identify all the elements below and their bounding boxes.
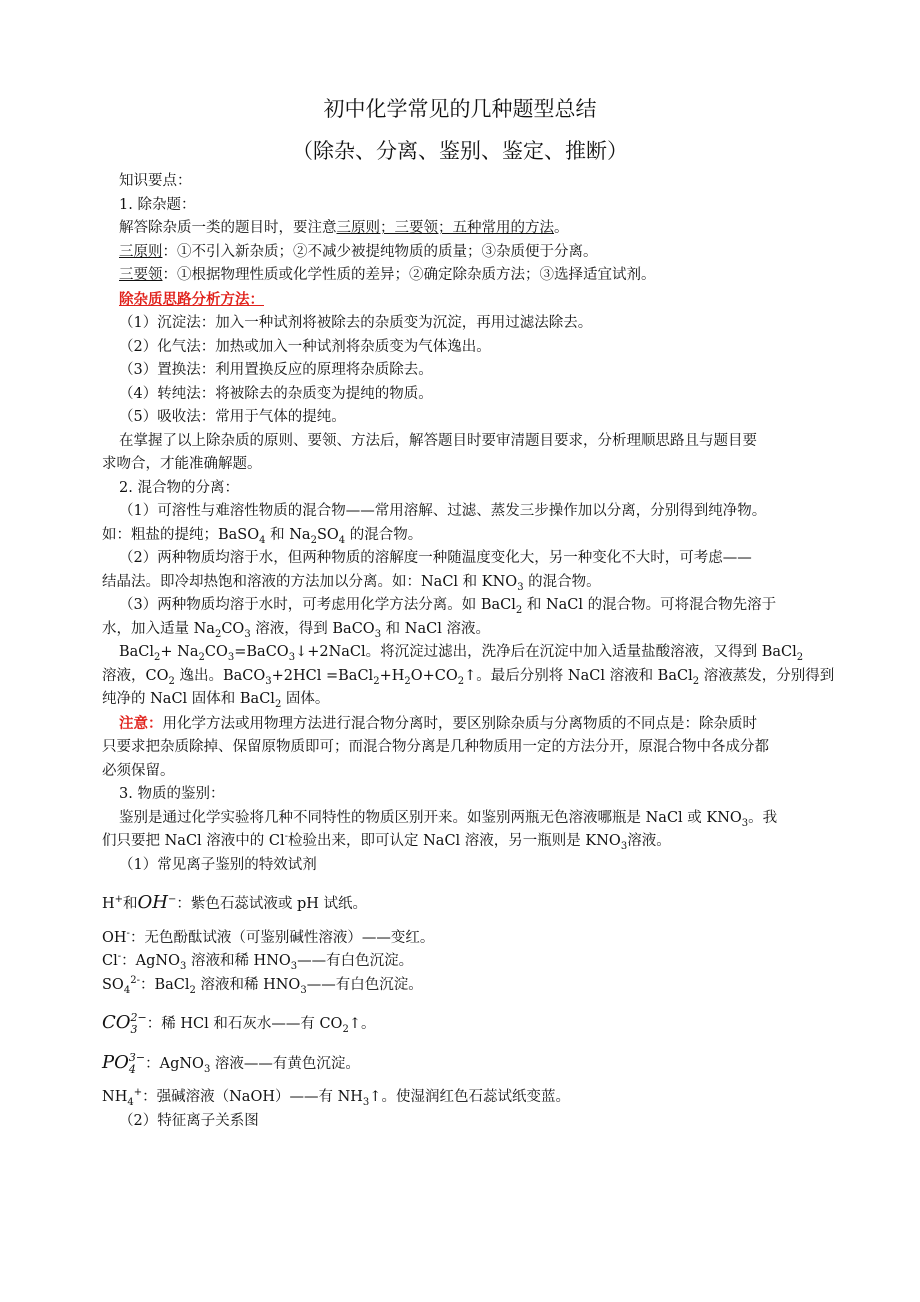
removal-intro: 解答除杂质一类的题目时，要注意三原则；三要领；五种常用的方法。 bbox=[119, 220, 569, 236]
separation-1-line2: 如：粗盐的提纯；BaSO$_4$ 和 $Na_2SO_4$ 的混合物。 bbox=[102, 526, 423, 546]
section-3-heading: 3. 物质的鉴别： bbox=[119, 786, 225, 802]
note-line1: 注意：用化学方法或用物理方法进行混合物分离时，要区别除杂质与分离物质的不同点是：除杂质时 bbox=[119, 714, 757, 732]
separation-3-line2: 水，加入适量 $Na_2CO_3$ 溶液，得到 BaCO$_3$ 和 NaCl 溶液。 bbox=[102, 620, 490, 640]
reagent-heading: （1）常见离子鉴别的特效试剂 bbox=[119, 856, 317, 873]
equation-line2: 溶液，$CO_2$ 逸出。BaCO$_3$+2HCl $=BaCl_2+H_2O+CO_2↑$。最后分别将 NaCl 溶液和 BaCl$_2$ 溶液蒸发，分别得到 bbox=[102, 667, 835, 687]
ion-oh: OH-：无色酚酞试液（可鉴别碱性溶液）——变红。 bbox=[102, 927, 435, 946]
method-4: （4）转纯法：将被除去的杂质变为提纯的物质。 bbox=[119, 385, 433, 402]
separation-2-line1: （2）两种物质均溶于水，但两种物质的溶解度一种随温度变化大，另一种变化不大时，可考虑—— bbox=[119, 550, 752, 566]
identification-line1: 鉴别是通过化学实验将几种不同特性的物质区别开来。如鉴别两瓶无色溶液哪瓶是 NaCl 或 $KNO_3$。我 bbox=[119, 809, 778, 829]
relation-diagram-heading: （2）特征离子关系图 bbox=[119, 1112, 259, 1129]
method-1: （1）沉淀法：加入一种试剂将被除去的杂质变为沉淀，再用过滤法除去。 bbox=[119, 315, 593, 331]
knowledge-points-heading: 知识要点： bbox=[119, 173, 192, 189]
note-line2: 只要求把杂质除掉、保留原物质即可；而混合物分离是几种物质用一定的方法分开，原混合物中各成分都 bbox=[102, 739, 769, 755]
equation-line3: 纯净的 NaCl 固体和 BaCl$_2$ 固体。 bbox=[102, 691, 330, 710]
note-line3: 必须保留。 bbox=[102, 762, 175, 779]
method-3: （3）置换法：利用置换反应的原理将杂质除去。 bbox=[119, 362, 433, 378]
ion-h-oh: H+和OH−：紫色石蕊试液或 pH 试纸。 bbox=[102, 892, 368, 913]
separation-2-line2: 结晶法。即冷却热饱和溶液的方法加以分离。如：NaCl 和 $KNO_3$ 的混合物。 bbox=[102, 573, 601, 593]
ion-cl: Cl-：AgNO$_3$ 溶液和稀 $HNO_3——$有白色沉淀。 bbox=[102, 951, 414, 972]
ion-so4: $SO_4^{2-}$：BaCl$_2$ 溶液和稀 $HNO_3——$有白色沉淀。 bbox=[102, 974, 423, 996]
document-subtitle: （除杂、分离、鉴别、鉴定、推断） bbox=[292, 139, 628, 163]
method-5: （5）吸收法：常用于气体的提纯。 bbox=[119, 409, 346, 425]
section-2-heading: 2. 混合物的分离： bbox=[119, 479, 239, 496]
document-title: 初中化学常见的几种题型总结 bbox=[323, 97, 597, 121]
summary-para-line1: 在掌握了以上除杂质的原则、要领、方法后，解答题目时要审清题目要求，分析理顺思路且与题目要 bbox=[119, 432, 757, 449]
ion-nh4: $NH_4^+$：强碱溶液（NaOH）——有 $NH_3↑$。使湿润红色石蕊试纸变蓝。 bbox=[102, 1087, 570, 1108]
identification-line2: 们只要把 NaCl 溶液中的 Cl-检验出来，即可认定 NaCl 溶液，另一瓶则是 $KNO_3$溶液。 bbox=[102, 831, 671, 852]
method-heading: 除杂质思路分析方法： bbox=[119, 290, 264, 308]
separation-1-line1: （1）可溶性与难溶性物质的混合物——常用溶解、过滤、蒸发三步操作加以分离，分别得到纯净物。 bbox=[119, 503, 767, 519]
section-1-heading: 1. 除杂题： bbox=[119, 196, 196, 213]
method-2: （2）化气法：加热或加入一种试剂将杂质变为气体逸出。 bbox=[119, 338, 491, 355]
separation-3-line1: （3）两种物质均溶于水时，可考虑用化学方法分离。如 BaCl$_2$ 和 NaCl 的混合物。可将混合物先溶于 bbox=[119, 597, 777, 616]
ion-po4: PO3− 4 ：AgNO$_3$ 溶液——有黄色沉淀。 bbox=[102, 1050, 360, 1076]
three-principles: 三原则：①不引入新杂质；②不减少被提纯物质的质量；③杂质便于分离。 bbox=[119, 243, 598, 260]
summary-para-line2: 求吻合，才能准确解题。 bbox=[102, 456, 262, 472]
three-essentials: 三要领：①根据物理性质或化学性质的差异；②确定除杂质方法；③选择适宜试剂。 bbox=[119, 267, 656, 283]
ion-co3: CO2− 3 ：稀 HCl 和石灰水——有 $CO_2↑$。 bbox=[102, 1011, 376, 1036]
equation-line1: BaCl$_2$+ $Na_2CO_3=BaCO_3↓+2NaCl$。将沉淀过滤出，洗净后在沉淀中加入适量盐酸溶液，又得到 BaCl$_2$ bbox=[119, 644, 804, 663]
